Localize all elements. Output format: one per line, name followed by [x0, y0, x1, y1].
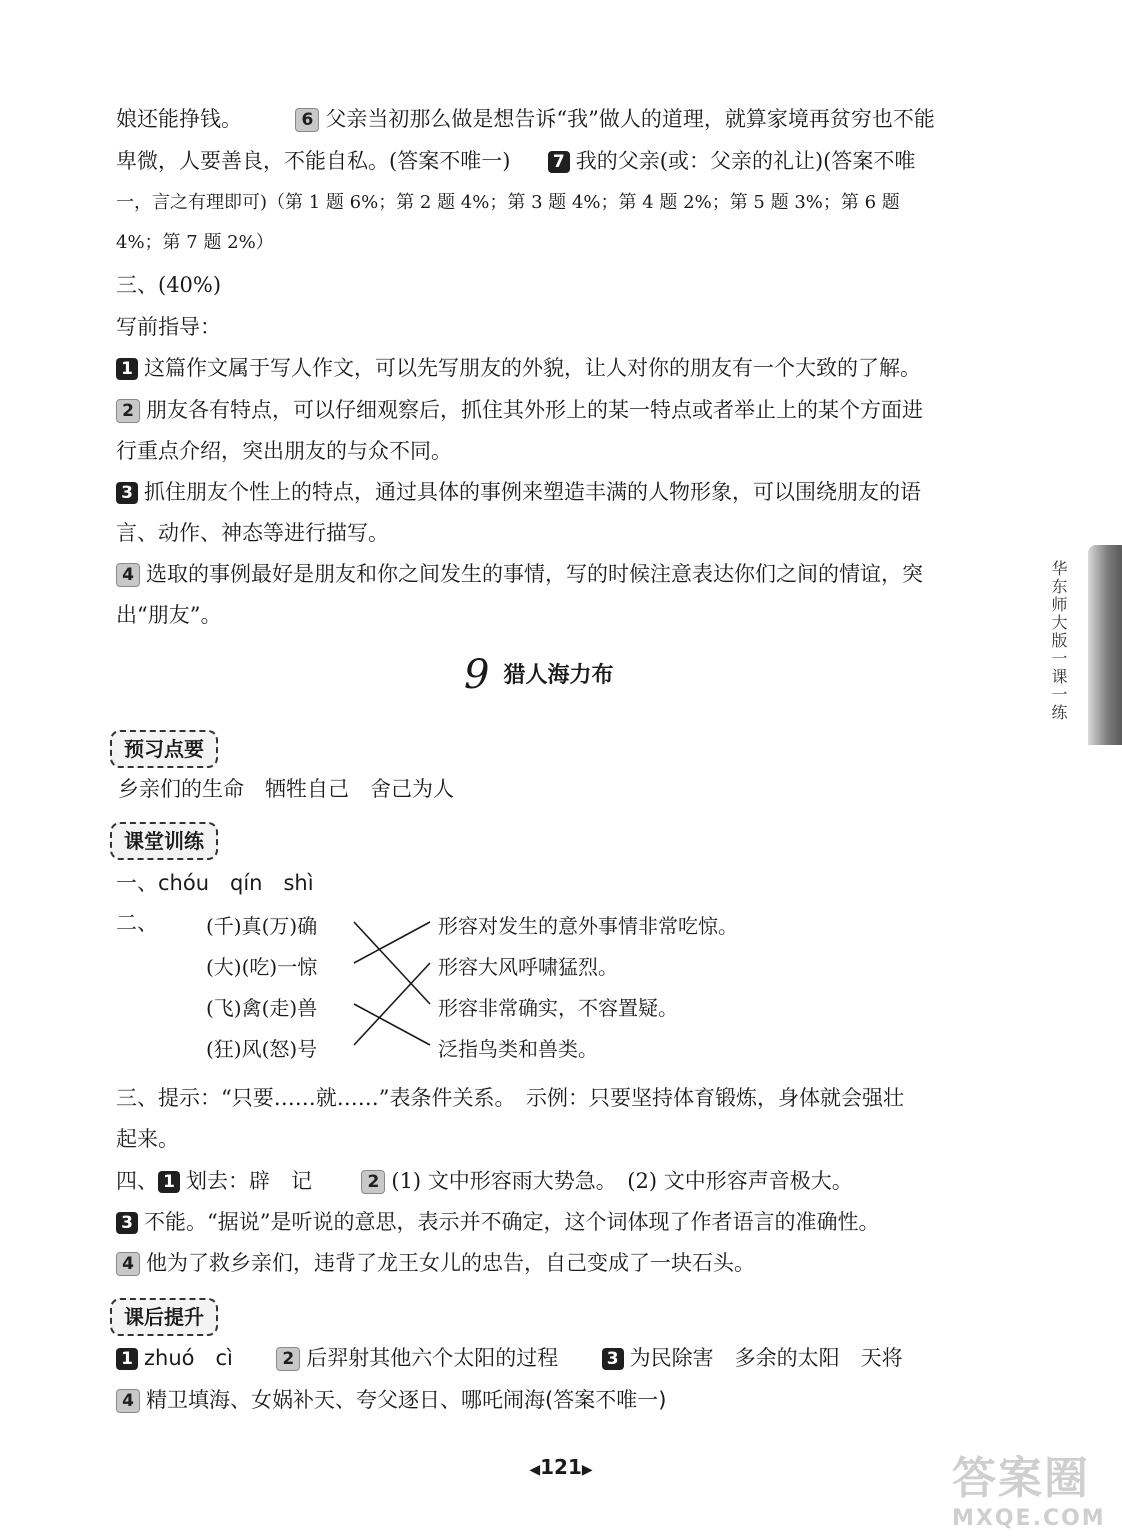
- guide-item: [116, 353, 996, 383]
- idiom-item: (千)真(万)确: [206, 914, 318, 938]
- match-line: [354, 922, 430, 1004]
- meaning-item: 形容非常确实，不容置疑。: [438, 996, 678, 1020]
- guide-item-cont: 行重点介绍，突出朋友的与众不同。: [116, 439, 452, 463]
- question-number-badge: 4: [116, 563, 140, 587]
- left-arrow-icon: ◀: [529, 1462, 541, 1478]
- after-line-2: [116, 1385, 996, 1415]
- q4-line-2: [116, 1207, 996, 1237]
- answer-text: 精卫填海、女娲补天、夸父逐日、哪吒闹海(答案不唯一): [146, 1388, 667, 1412]
- guide-item: [116, 395, 996, 425]
- question-number-badge: 4: [116, 1389, 140, 1413]
- preview-tag: 预习点要: [110, 730, 218, 768]
- guide-text: 这篇作文属于写人作文，可以先写朋友的外貌，让人对你的朋友有一个大致的了解。: [144, 356, 921, 380]
- q4-line-3: [116, 1248, 996, 1278]
- idiom-item: (狂)风(怒)号: [206, 1037, 318, 1061]
- q2-label: 二、: [116, 911, 158, 935]
- answer-line-1: [116, 104, 996, 134]
- answer-text: zhuó cì: [144, 1346, 233, 1370]
- section-heading: 三、(40%): [116, 273, 222, 297]
- answer-line-3: [116, 188, 996, 218]
- question-number-badge: 4: [116, 1252, 140, 1276]
- match-line: [354, 963, 430, 1045]
- question-number-badge: 1: [158, 1171, 180, 1193]
- answer-text: 父亲当初那么做是想告诉“我”做人的道理，就算家境再贫穷也不能: [325, 107, 935, 131]
- guide-text: 选取的事例最好是朋友和你之间发生的事情，写的时候注意表达你们之间的情谊，突: [146, 562, 923, 586]
- watermark: [952, 1442, 1122, 1536]
- guide-item-cont: 出“朋友”。: [116, 603, 222, 627]
- side-label: 华东师大版一课一练: [1049, 560, 1068, 722]
- guide-text: 抓住朋友个性上的特点，通过具体的事例来塑造丰满的人物形象，可以围绕朋友的语: [144, 480, 921, 504]
- watermark-url: MXQE.COM: [952, 1506, 1106, 1531]
- answer-text: 为民除害 多余的太阳 天将: [629, 1346, 903, 1370]
- guide-heading: 写前指导：: [116, 315, 221, 339]
- q4-label: 四、: [116, 1169, 158, 1193]
- right-arrow-icon: ▶: [581, 1462, 593, 1478]
- question-number-badge: 3: [602, 1348, 624, 1370]
- idiom-item: (飞)禽(走)兽: [206, 996, 318, 1020]
- question-number-badge: 7: [548, 151, 570, 173]
- question-number-badge: 3: [116, 1212, 138, 1234]
- class-tag: 课堂训练: [110, 822, 218, 860]
- guide-item-cont: 言、动作、神态等进行描写。: [116, 521, 389, 545]
- answer-text: 后羿射其他六个太阳的过程: [306, 1346, 559, 1370]
- question-number-badge: 2: [361, 1170, 385, 1194]
- side-tab: [1088, 545, 1122, 745]
- answer-line-4: [116, 228, 996, 258]
- score-text: 4%；第 7 题 2%）: [116, 232, 274, 253]
- meaning-item: 形容大风呼啸猛烈。: [438, 955, 618, 979]
- matching-lines: [350, 900, 434, 1070]
- question-number-badge: 1: [116, 358, 138, 380]
- q4-line-1: [116, 1166, 996, 1196]
- answer-text: 不能。“据说”是听说的意思，表示并不确定，这个词体现了作者语言的准确性。: [144, 1210, 880, 1234]
- lesson-name: 猎人海力布: [503, 663, 614, 688]
- idiom-item: (大)(吃)一惊: [206, 955, 318, 979]
- page-number-text: 121: [540, 1455, 582, 1479]
- q1-pinyin: 一、chóu qín shì: [116, 871, 314, 895]
- question-number-badge: 1: [116, 1348, 138, 1370]
- score-text: 一，言之有理即可)（第 1 题 6%；第 2 题 4%；第 3 题 4%；第 4 题 2%；第 5 题 3%；第 6 题: [116, 192, 900, 213]
- guide-item: [116, 559, 996, 589]
- question-number-badge: 2: [276, 1347, 300, 1371]
- meaning-item: 形容对发生的意外事情非常吃惊。: [438, 914, 738, 938]
- question-number-badge: 2: [116, 399, 140, 423]
- answer-text: (1) 文中形容雨大势急。 (2) 文中形容声音极大。: [391, 1169, 853, 1193]
- q3-line-2: 起来。: [116, 1127, 179, 1151]
- answer-text: 我的父亲(或：父亲的礼让)(答案不唯: [575, 149, 916, 173]
- match-line: [354, 1004, 430, 1045]
- preview-text: 乡亲们的生命 牺牲自己 舍己为人: [118, 777, 454, 801]
- after-tag: 课后提升: [110, 1298, 218, 1336]
- question-number-badge: 6: [295, 108, 319, 132]
- answer-line-2: [116, 146, 996, 176]
- watermark-logo: 答案圈: [952, 1453, 1090, 1504]
- after-line-1: [116, 1343, 996, 1373]
- lesson-number: 9: [464, 652, 490, 698]
- guide-text: 朋友各有特点，可以仔细观察后，抓住其外形上的某一特点或者举止上的某个方面进: [146, 398, 923, 422]
- guide-item: [116, 477, 996, 507]
- question-number-badge: 3: [116, 482, 138, 504]
- answer-text: 他为了救乡亲们，违背了龙王女儿的忠告，自己变成了一块石头。: [146, 1251, 755, 1275]
- answer-text: 娘还能挣钱。: [116, 107, 242, 131]
- answer-text: 卑微，人要善良，不能自私。(答案不唯一): [116, 149, 511, 173]
- answer-text: 划去：辟 记: [186, 1169, 312, 1193]
- q3-line-1: 三、提示：“只要……就……”表条件关系。 示例：只要坚持体育锻炼，身体就会强壮: [116, 1086, 904, 1110]
- match-line: [354, 922, 430, 963]
- meaning-item: 泛指鸟类和兽类。: [438, 1037, 598, 1061]
- lesson-title: [440, 652, 700, 698]
